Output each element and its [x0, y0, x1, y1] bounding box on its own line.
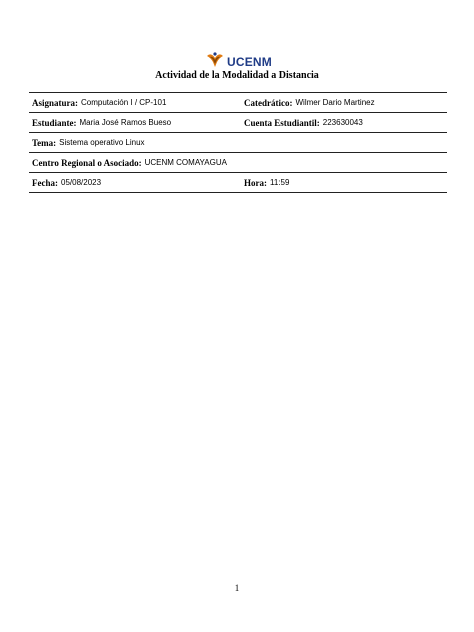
bird-emblem-icon — [205, 50, 225, 70]
tema-value: Sistema operativo Linux — [59, 138, 145, 147]
tema-label: Tema: — [32, 137, 57, 148]
centro-cell — [29, 158, 447, 168]
estudiante-label: Estudiante: — [32, 117, 77, 128]
catedratico-label: Catedrático: — [244, 97, 293, 108]
fecha-label: Fecha: — [32, 177, 58, 188]
hora-label: Hora: — [244, 177, 267, 188]
asignatura-value: Computación I / CP-101 — [81, 98, 167, 107]
fecha-cell — [29, 178, 244, 188]
asignatura-cell — [29, 98, 244, 108]
info-row-fecha — [29, 172, 447, 193]
centro-value: UCENM COMAYAGUA — [144, 158, 227, 167]
ucenm-logo — [205, 49, 272, 71]
catedratico-cell — [244, 98, 447, 108]
tema-cell — [29, 138, 447, 148]
cuenta-cell — [244, 118, 447, 128]
hora-value: 11:59 — [270, 178, 290, 187]
asignatura-label: Asignatura: — [32, 97, 79, 108]
logo-wordmark: UCENM — [227, 55, 272, 69]
cuenta-value: 223630043 — [322, 118, 363, 127]
info-row-centro — [29, 152, 447, 172]
cuenta-label: Cuenta Estudiantil: — [244, 117, 320, 128]
info-row-tema — [29, 132, 447, 152]
info-row-asignatura — [29, 92, 447, 112]
estudiante-cell — [29, 118, 244, 128]
fecha-value: 05/08/2023 — [61, 178, 102, 187]
catedratico-value: Wilmer Dario Martinez — [295, 98, 375, 107]
document-title: Actividad de la Modalidad a Distancia — [155, 70, 319, 81]
hora-cell — [244, 178, 447, 188]
info-table — [29, 92, 447, 193]
centro-label: Centro Regional o Asociado: — [32, 157, 142, 168]
page-number: 1 — [234, 583, 240, 593]
estudiante-value: Maria José Ramos Bueso — [79, 118, 172, 127]
info-row-estudiante — [29, 112, 447, 132]
